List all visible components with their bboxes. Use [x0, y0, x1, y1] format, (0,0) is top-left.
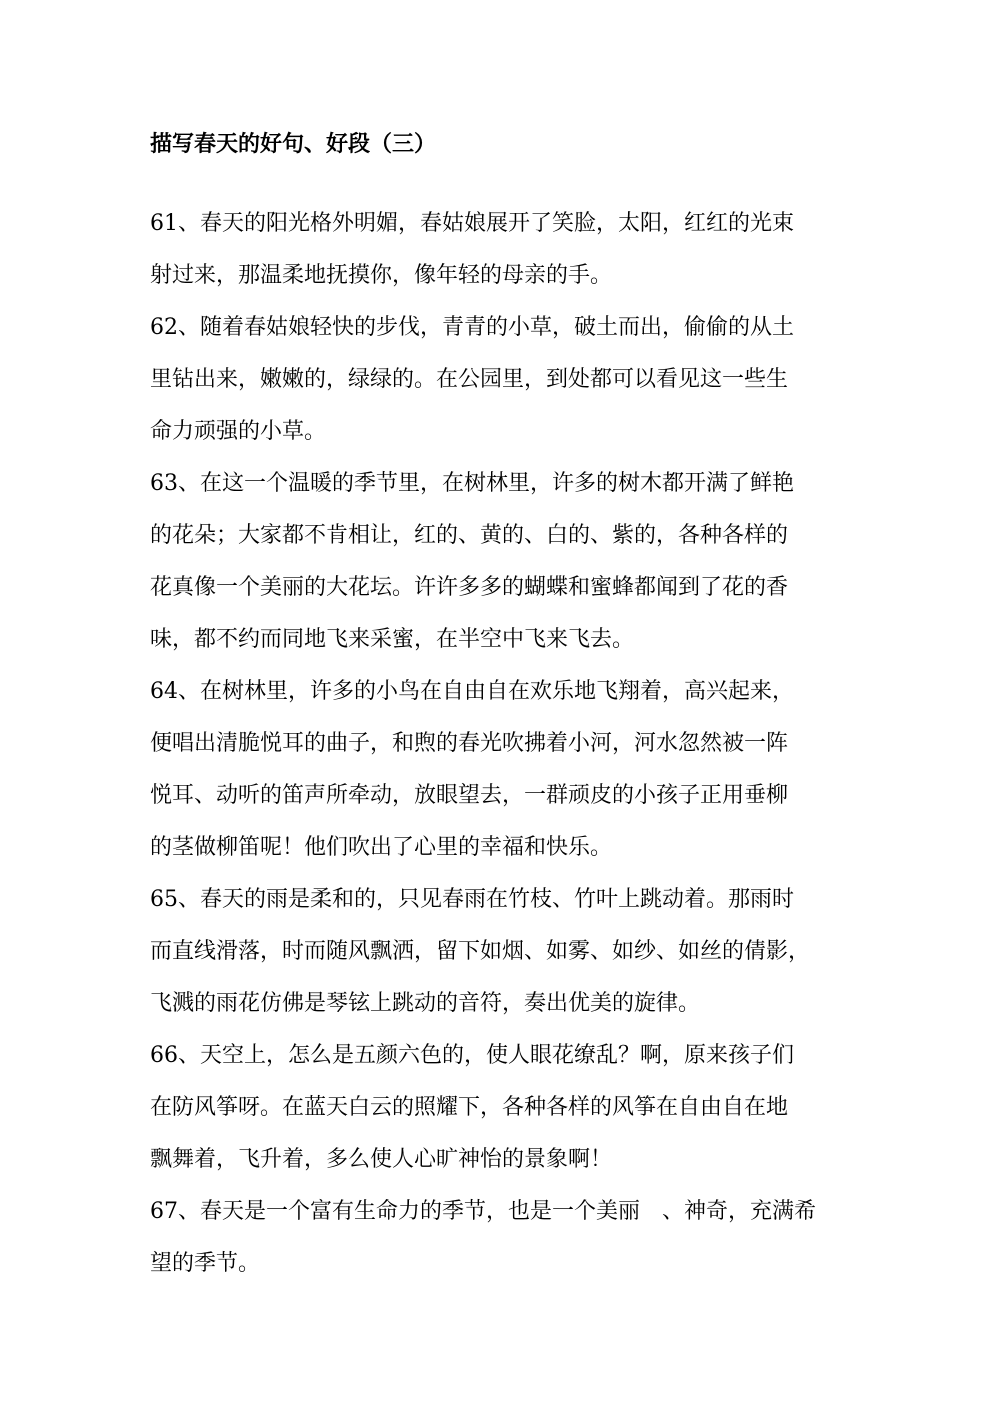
paragraph-line: 在防风筝呀。在蓝天白云的照耀下，各种各样的风筝在自由自在地 [150, 1095, 789, 1120]
paragraph-line: 64、在树林里，许多的小鸟在自由自在欢乐地飞翔着，高兴起来， [150, 679, 794, 704]
paragraph-line: 65、春天的雨是柔和的，只见春雨在竹枝、竹叶上跳动着。那雨时 [150, 887, 794, 912]
paragraph-62 [150, 302, 850, 458]
paragraph-line: 便唱出清脆悦耳的曲子，和煦的春光吹拂着小河，河水忽然被一阵 [150, 731, 789, 756]
paragraph-line: 62、随着春姑娘轻快的步伐，青青的小草，破土而出，偷偷的从土 [150, 315, 794, 340]
document-title: 描写春天的好句、好段（三） [150, 131, 437, 157]
paragraph-line: 味，都不约而同地飞来采蜜，在半空中飞来飞去。 [150, 627, 635, 652]
paragraph-line: 63、在这一个温暖的季节里，在树林里，许多的树木都开满了鲜艳 [150, 471, 794, 496]
paragraph-line: 命力顽强的小草。 [150, 419, 327, 444]
paragraph-line: 飘舞着，飞升着，多么使人心旷神怡的景象啊！ [150, 1147, 613, 1172]
paragraph-61 [150, 198, 850, 302]
paragraph-line: 67、春天是一个富有生命力的季节，也是一个美丽 、神奇，充满希 [150, 1199, 816, 1224]
paragraph-67 [150, 1186, 850, 1290]
paragraph-line: 而直线滑落，时而随风飘洒，留下如烟、如雾、如纱、如丝的倩影， [150, 939, 811, 964]
paragraph-line: 射过来，那温柔地抚摸你，像年轻的母亲的手。 [150, 263, 613, 288]
paragraph-line: 里钻出来，嫩嫩的，绿绿的。在公园里，到处都可以看见这一些生 [150, 367, 789, 392]
paragraph-65 [150, 874, 850, 1030]
paragraph-63 [150, 458, 850, 666]
document-page [150, 118, 850, 1290]
paragraph-64 [150, 666, 850, 874]
paragraph-line: 悦耳、动听的笛声所牵动，放眼望去，一群顽皮的小孩子正用垂柳 [150, 783, 789, 808]
paragraph-line: 的茎做柳笛呢！他们吹出了心里的幸福和快乐。 [150, 835, 613, 860]
paragraph-line: 66、天空上，怎么是五颜六色的，使人眼花缭乱？啊，原来孩子们 [150, 1043, 794, 1068]
paragraph-line: 花真像一个美丽的大花坛。许许多多的蝴蝶和蜜蜂都闻到了花的香 [150, 575, 789, 600]
paragraph-line: 的花朵；大家都不肯相让，红的、黄的、白的、紫的，各种各样的 [150, 523, 789, 548]
paragraph-line: 61、春天的阳光格外明媚，春姑娘展开了笑脸，太阳，红红的光束 [150, 211, 794, 236]
paragraph-line: 望的季节。 [150, 1251, 261, 1276]
paragraph-66 [150, 1030, 850, 1186]
paragraph-line: 飞溅的雨花仿佛是琴铉上跳动的音符，奏出优美的旋律。 [150, 991, 701, 1016]
